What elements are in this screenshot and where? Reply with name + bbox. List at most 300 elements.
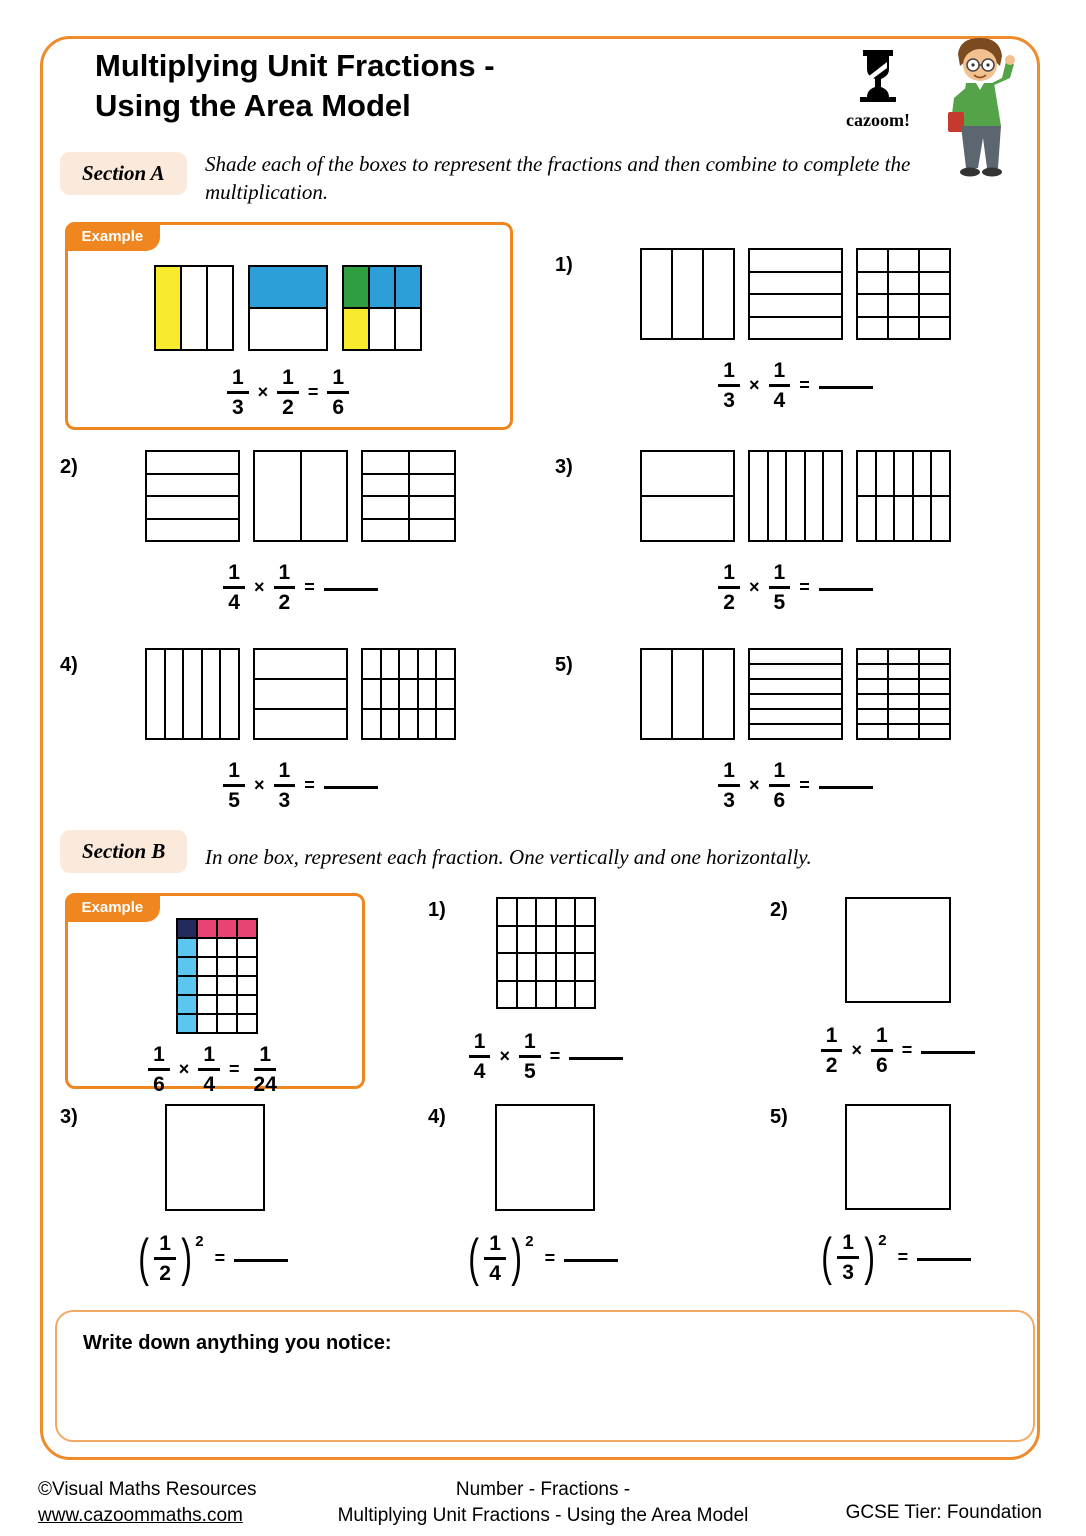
fraction-numerator: 1 <box>484 1233 506 1260</box>
grid-cell <box>895 452 912 495</box>
problem-grids-row <box>640 450 1025 542</box>
grid-cell <box>576 954 594 980</box>
grid-cell <box>673 250 702 338</box>
grid-cell <box>750 725 841 738</box>
grid-cell <box>382 680 399 708</box>
fraction-denominator: 3 <box>723 389 735 412</box>
section-b-instruction: In one box, represent each fraction. One vertically and one horizontally. <box>205 845 812 869</box>
grid-cell <box>858 318 887 339</box>
grid-cell <box>858 497 875 540</box>
section-a-problem-1 <box>555 248 1025 411</box>
fraction-numerator: 1 <box>769 760 791 787</box>
grid-cell <box>847 899 949 1001</box>
fraction-denominator: 6 <box>773 789 786 812</box>
grid-cell <box>858 695 887 708</box>
grid-cell <box>889 665 918 678</box>
grid-cell <box>750 680 841 693</box>
fraction-numerator: 1 <box>277 367 299 394</box>
exponent: 2 <box>525 1233 534 1250</box>
grid-cell <box>750 710 841 723</box>
grid-cell <box>518 954 536 980</box>
grid-cell <box>769 452 786 540</box>
grid-cell <box>363 650 380 678</box>
grid-cell <box>858 295 887 316</box>
multiply-sign: × <box>178 1059 190 1079</box>
page-title-line1: Multiplying Unit Fractions - <box>95 48 495 83</box>
section-b-problem-4 <box>428 1100 662 1288</box>
equation <box>640 562 951 613</box>
equation <box>770 1228 1026 1287</box>
footer-topic-line2: Multiplying Unit Fractions - Using the Area Model <box>337 1505 749 1526</box>
fraction-denominator: 3 <box>278 789 291 812</box>
grid-cell <box>537 954 555 980</box>
grid-cell <box>184 650 201 738</box>
fraction-numerator: 1 <box>198 1044 220 1071</box>
grid-cell <box>889 710 918 723</box>
grid-cell <box>437 680 454 708</box>
grid-cell <box>166 650 183 738</box>
grid-cell <box>400 710 417 738</box>
grid-cell <box>198 1015 216 1032</box>
fraction <box>718 562 740 613</box>
fraction-denominator: 6 <box>332 396 345 419</box>
fraction-numerator: 1 <box>154 1233 176 1260</box>
fraction-grid <box>176 918 258 1034</box>
problem-number: 3) <box>555 456 573 478</box>
problem-number: 1) <box>555 254 573 276</box>
grid-cell <box>178 939 196 956</box>
answer-blank <box>564 1259 618 1262</box>
multiply-sign: × <box>748 775 760 795</box>
grid-cell <box>203 650 220 738</box>
grid-cell <box>363 680 380 708</box>
grid-cell <box>396 309 420 349</box>
problem-number: 5) <box>770 1106 788 1128</box>
grid-cell <box>537 899 555 925</box>
grid-cell <box>518 982 536 1008</box>
page-title <box>95 46 495 126</box>
footer-tier: GCSE Tier: Foundation <box>845 1502 1042 1523</box>
fraction-numerator: 1 <box>274 562 296 589</box>
notice-label: Write down anything you notice: <box>83 1332 392 1354</box>
section-b-problem-2 <box>770 893 1026 1076</box>
fraction-grid <box>640 450 735 542</box>
answer-box <box>495 1104 595 1211</box>
equals-sign: = <box>544 1248 556 1268</box>
fraction <box>718 760 740 811</box>
grid-cell <box>198 939 216 956</box>
grid-cell <box>920 680 949 693</box>
grid-cell <box>889 318 918 339</box>
grid-cell <box>238 996 256 1013</box>
grid-cell <box>557 954 575 980</box>
notice-box <box>55 1310 1035 1442</box>
equation <box>428 1229 662 1288</box>
fraction-numerator: 1 <box>227 367 249 394</box>
grid-cell <box>642 452 733 495</box>
grid-cell <box>642 497 733 540</box>
fraction <box>821 1025 843 1076</box>
equation <box>68 1044 362 1095</box>
grid-cell <box>147 650 164 738</box>
grid-cell <box>889 695 918 708</box>
equation <box>154 367 422 418</box>
cazoom-logo <box>836 50 920 131</box>
grid-cell <box>824 452 841 540</box>
fraction-denominator: 6 <box>153 1073 165 1096</box>
fraction-grid <box>640 248 735 340</box>
cazoom-logo-icon <box>858 50 898 104</box>
footer-credit-text: ©Visual Maths Resources <box>38 1479 257 1500</box>
cazoom-logo-text: cazoom! <box>846 110 910 130</box>
fraction-denominator: 3 <box>231 396 244 419</box>
fraction <box>519 1031 541 1082</box>
grid-cell <box>877 497 894 540</box>
grid-cell <box>557 982 575 1008</box>
fraction <box>837 1232 859 1283</box>
multiply-sign: × <box>851 1040 862 1060</box>
fraction-denominator: 2 <box>723 591 735 614</box>
grid-cell <box>147 475 238 496</box>
fraction-numerator: 1 <box>821 1025 843 1052</box>
grid-cell <box>914 497 931 540</box>
problem-number: 1) <box>428 899 446 921</box>
grid-cell <box>576 982 594 1008</box>
grid-cell <box>410 497 455 518</box>
fraction-numerator: 1 <box>223 562 245 589</box>
grid-cell <box>704 650 733 738</box>
grid-cell <box>167 1106 263 1209</box>
fraction-numerator: 1 <box>769 562 791 589</box>
fraction-numerator: 1 <box>327 367 349 394</box>
section-a-problem-5 <box>555 648 1025 811</box>
footer-topic-line1: Number - Fractions - <box>455 1479 631 1500</box>
equals-sign: = <box>214 1248 226 1268</box>
grid-cell <box>877 452 894 495</box>
answer-blank <box>917 1258 971 1261</box>
fraction-grid <box>361 450 456 542</box>
section-b-label: Section B <box>60 830 187 873</box>
answer-blank <box>921 1051 975 1054</box>
fraction-numerator: 1 <box>469 1031 491 1058</box>
answer-blank <box>324 786 378 789</box>
equation <box>770 1025 1026 1076</box>
equation <box>60 1229 370 1288</box>
grid-cell <box>889 650 918 663</box>
answer-blank <box>324 588 378 591</box>
equals-sign: = <box>799 577 810 597</box>
grid-cell <box>255 452 300 540</box>
fraction <box>484 1233 506 1284</box>
answer-box <box>165 1104 265 1211</box>
fraction-denominator: 4 <box>473 1060 486 1083</box>
grid-cell <box>208 267 232 349</box>
grid-cell <box>410 520 455 541</box>
grid-cell <box>419 710 436 738</box>
fraction <box>769 360 791 411</box>
grid-cell <box>400 680 417 708</box>
close-paren: ) <box>864 1228 875 1287</box>
fraction-denominator: 3 <box>842 1261 854 1284</box>
open-paren: ( <box>821 1228 832 1287</box>
grid-cell <box>889 295 918 316</box>
fraction-denominator: 24 <box>253 1073 277 1096</box>
grid-cell <box>787 452 804 540</box>
grid-cell <box>920 295 949 316</box>
grid-cell <box>255 650 346 678</box>
grid-cell <box>920 318 949 339</box>
grid-cell <box>370 267 394 307</box>
problem-grids-row <box>640 248 1025 340</box>
fraction <box>274 760 296 811</box>
grid-cell <box>889 680 918 693</box>
fraction-grid <box>856 648 951 740</box>
grid-cell <box>410 475 455 496</box>
grid-cell <box>750 650 841 663</box>
fraction-grid <box>253 648 348 740</box>
fraction <box>223 562 245 613</box>
grid-cell <box>518 899 536 925</box>
equation <box>145 760 456 811</box>
grid-cell <box>889 725 918 738</box>
equals-sign: = <box>229 1059 240 1079</box>
multiply-sign: × <box>499 1046 510 1066</box>
grid-cell <box>858 273 887 294</box>
footer-website-link[interactable]: www.cazoommaths.com <box>38 1505 243 1526</box>
fraction-grid <box>856 248 951 340</box>
grid-cell <box>302 452 347 540</box>
fraction-grid <box>248 265 328 351</box>
grid-cell <box>920 665 949 678</box>
grid-cell <box>363 710 380 738</box>
multiply-sign: × <box>253 577 265 597</box>
fraction-denominator: 5 <box>228 789 240 812</box>
fraction-denominator: 4 <box>489 1262 501 1285</box>
grid-cell <box>858 725 887 738</box>
grid-cell <box>218 958 236 975</box>
grid-cell <box>238 920 256 937</box>
grid-cell <box>932 452 949 495</box>
fraction-denominator: 2 <box>825 1054 838 1077</box>
fraction <box>327 367 349 418</box>
fraction-grid <box>496 897 596 1009</box>
fraction-denominator: 5 <box>773 591 786 614</box>
equals-sign: = <box>304 775 315 795</box>
fraction-grid <box>748 648 843 740</box>
section-a-problem-2 <box>60 450 530 613</box>
grid-cell <box>437 710 454 738</box>
answer-blank <box>569 1057 623 1060</box>
grid-cell <box>238 958 256 975</box>
grid-cell <box>218 920 236 937</box>
grid-cell <box>182 267 206 349</box>
grid-cell <box>238 1015 256 1032</box>
grid-cell <box>178 1015 196 1032</box>
equals-sign: = <box>549 1046 561 1066</box>
grid-cell <box>750 452 767 540</box>
grid-cell <box>858 665 887 678</box>
fraction-numerator: 1 <box>718 360 740 387</box>
problem-number: 2) <box>60 456 78 478</box>
grid-cell <box>704 250 733 338</box>
grid-cell <box>576 899 594 925</box>
grid-cell <box>750 273 841 294</box>
equation <box>145 562 456 613</box>
problem-grids-row <box>145 450 530 542</box>
fraction-denominator: 2 <box>159 1262 171 1285</box>
grid-cell <box>889 250 918 271</box>
grid-cell <box>419 650 436 678</box>
grid-cell <box>858 710 887 723</box>
section-a-label: Section A <box>60 152 187 195</box>
grid-cell <box>642 650 671 738</box>
fraction-denominator: 2 <box>278 591 291 614</box>
grid-cell <box>920 710 949 723</box>
problem-grids-row <box>145 648 530 740</box>
multiply-sign: × <box>253 775 265 795</box>
fraction-grid <box>145 450 240 542</box>
grid-cell <box>218 939 236 956</box>
answer-box <box>845 897 951 1003</box>
fraction-denominator: 4 <box>228 591 240 614</box>
fraction <box>249 1044 282 1095</box>
grid-cell <box>920 725 949 738</box>
grid-cell <box>750 695 841 708</box>
fraction <box>227 367 249 418</box>
grid-cell <box>419 680 436 708</box>
grid-cell <box>642 250 671 338</box>
grid-cell <box>858 452 875 495</box>
grid-cell <box>178 958 196 975</box>
grid-cell <box>557 899 575 925</box>
grid-cell <box>221 650 238 738</box>
example-tab: Example <box>65 893 161 922</box>
grid-cell <box>576 927 594 953</box>
problem-grids-row <box>640 648 1025 740</box>
grid-cell <box>147 497 238 518</box>
grid-cell <box>920 250 949 271</box>
fraction-numerator: 1 <box>718 760 740 787</box>
grid-cell <box>178 996 196 1013</box>
grid-cell <box>363 497 408 518</box>
grid-cell <box>806 452 823 540</box>
grid-cell <box>920 650 949 663</box>
grid-cell <box>382 710 399 738</box>
answer-blank <box>234 1259 288 1262</box>
grid-cell <box>557 927 575 953</box>
fraction-grid <box>145 648 240 740</box>
grid-cell <box>238 977 256 994</box>
open-paren: ( <box>468 1229 479 1288</box>
grid-cell <box>498 899 516 925</box>
grid-cell <box>914 452 931 495</box>
fraction-numerator: 1 <box>274 760 296 787</box>
grid-cell <box>920 273 949 294</box>
fraction-denominator: 2 <box>282 396 294 419</box>
fraction-grid <box>253 450 348 542</box>
grid-cell <box>750 295 841 316</box>
grid-cell <box>250 267 326 307</box>
grid-cell <box>518 927 536 953</box>
grid-cell <box>498 927 516 953</box>
grid-cell <box>437 650 454 678</box>
fraction-numerator: 1 <box>837 1232 859 1259</box>
fraction-grid <box>342 265 422 351</box>
fraction-grid <box>748 248 843 340</box>
problem-number: 3) <box>60 1106 78 1128</box>
fraction <box>148 1044 170 1095</box>
exponent: 2 <box>878 1232 887 1249</box>
answer-blank <box>819 786 873 789</box>
fraction-grid <box>154 265 234 351</box>
exponent: 2 <box>195 1233 204 1250</box>
section-a-problem-4 <box>60 648 530 811</box>
close-paren: ) <box>511 1229 522 1288</box>
fraction-numerator: 1 <box>871 1025 893 1052</box>
section-a-example <box>65 222 513 430</box>
grid-cell <box>750 665 841 678</box>
grid-cell <box>847 1106 949 1208</box>
fraction-grid <box>361 648 456 740</box>
equals-sign: = <box>304 577 315 597</box>
grid-cell <box>344 267 368 307</box>
problem-number: 4) <box>60 654 78 676</box>
grid-cell <box>147 452 238 473</box>
fraction <box>718 360 740 411</box>
grid-cell <box>858 680 887 693</box>
grid-cell <box>238 939 256 956</box>
grid-cell <box>218 996 236 1013</box>
grid-cell <box>537 927 555 953</box>
equals-sign: = <box>897 1247 909 1267</box>
grid-cell <box>750 318 841 339</box>
grid-cell <box>895 497 912 540</box>
fraction-numerator: 1 <box>254 1044 276 1071</box>
equation <box>428 1031 664 1082</box>
section-b-example <box>65 893 365 1096</box>
grid-cell <box>198 920 216 937</box>
grid-cell <box>198 958 216 975</box>
multiply-sign: × <box>748 577 760 597</box>
fraction-grid <box>748 450 843 542</box>
fraction-denominator: 6 <box>876 1054 888 1077</box>
equation <box>640 360 951 411</box>
fraction-numerator: 1 <box>769 360 791 387</box>
grid-cell <box>147 520 238 541</box>
fraction <box>277 367 299 418</box>
equals-sign: = <box>799 775 810 795</box>
fraction <box>469 1031 491 1082</box>
fraction <box>769 760 791 811</box>
section-b-problem-5 <box>770 1100 1026 1287</box>
grid-cell <box>396 267 420 307</box>
grid-cell <box>400 650 417 678</box>
fraction-numerator: 1 <box>223 760 245 787</box>
problem-number: 4) <box>428 1106 446 1128</box>
grid-cell <box>178 920 196 937</box>
grid-cell <box>255 680 346 708</box>
fraction <box>871 1025 893 1076</box>
grid-cell <box>370 309 394 349</box>
multiply-sign: × <box>257 382 269 402</box>
grid-cell <box>673 650 702 738</box>
fraction <box>154 1233 176 1284</box>
grid-cell <box>198 996 216 1013</box>
answer-blank <box>819 588 873 591</box>
page-title-line2: Using the Area Model <box>95 88 411 123</box>
grid-cell <box>750 250 841 271</box>
fraction <box>274 562 296 613</box>
